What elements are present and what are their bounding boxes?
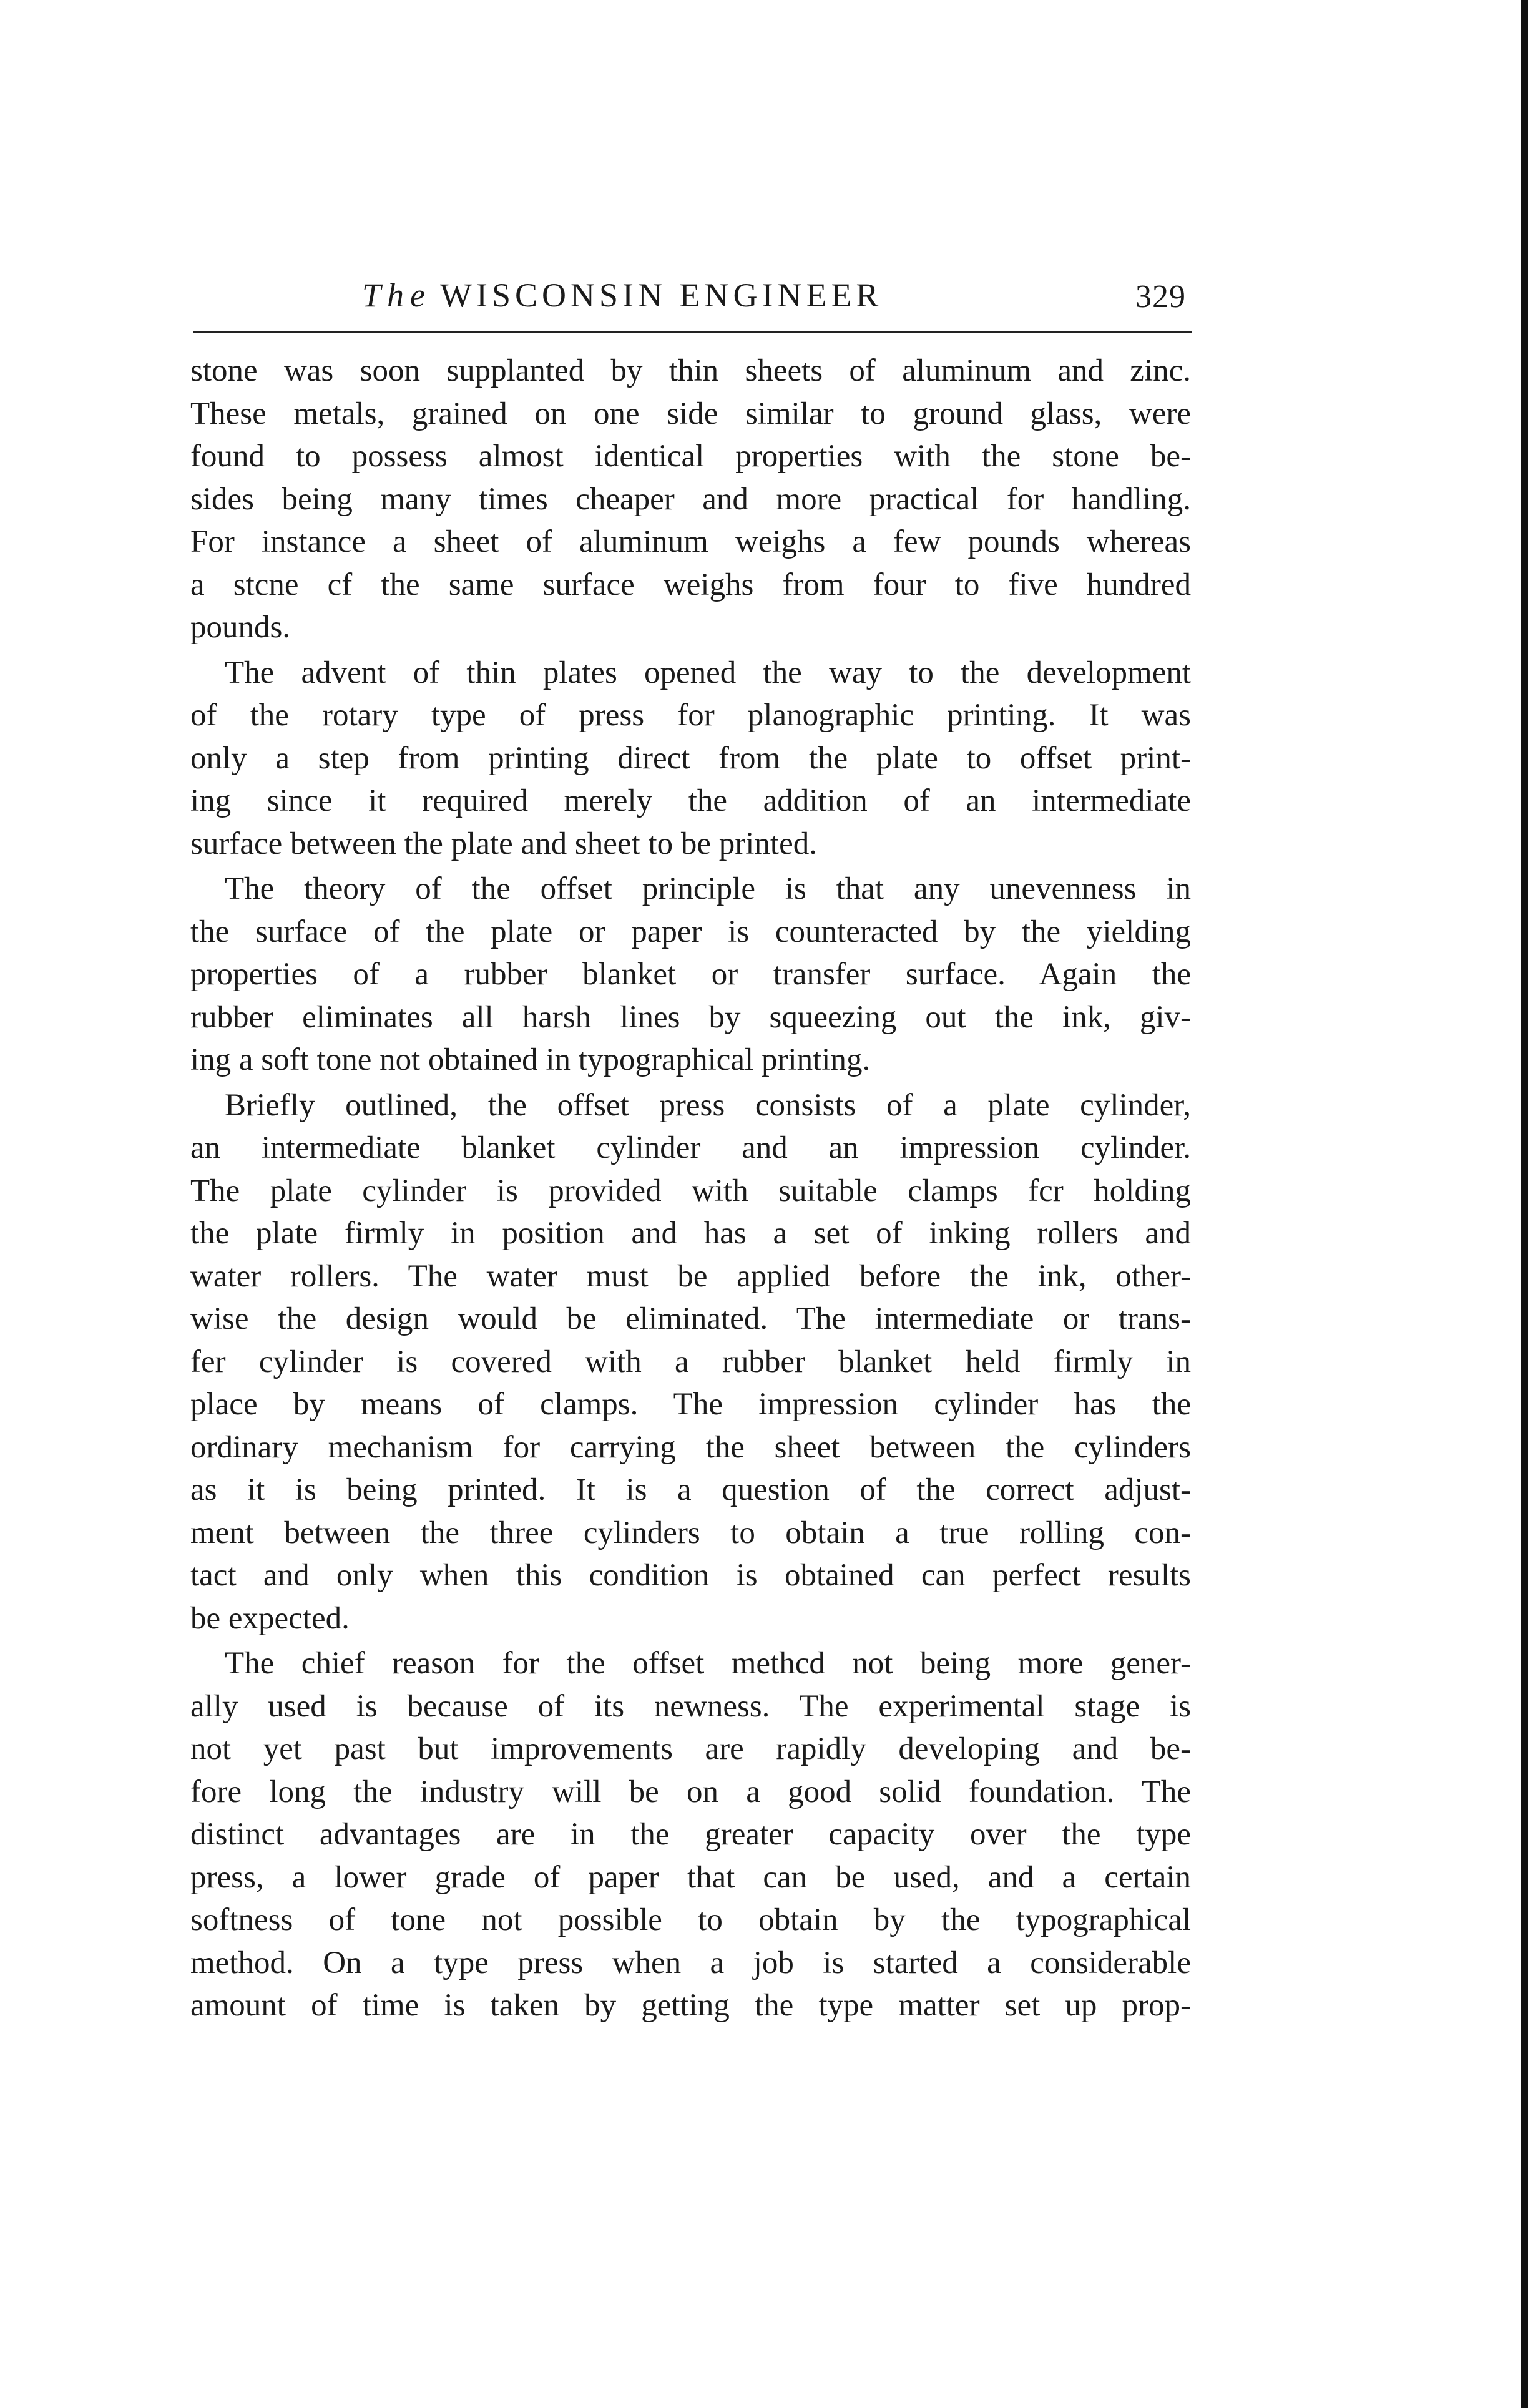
running-title-the: The — [362, 277, 431, 314]
text-line: only a step from printing direct from the plate to offset print- — [190, 740, 1191, 776]
paragraph — [190, 1642, 1191, 2027]
text-line: place by means of clamps. The impression cylinder has the — [190, 1387, 1191, 1422]
text-line: For instance a sheet of aluminum weighs a few pounds whereas — [190, 524, 1191, 559]
text-line: of the rotary type of press for planographic printing. It was — [190, 698, 1191, 733]
text-line: stone was soon supplanted by thin sheets of aluminum and zinc. — [190, 353, 1191, 388]
text-line: a stcne cf the same surface weighs from four to five hundred — [190, 567, 1191, 602]
text-line: be expected. — [190, 1600, 350, 1636]
text-line: The plate cylinder is provided with suitable clamps fcr holding — [190, 1173, 1191, 1208]
text-line: properties of a rubber blanket or transfer surface. Again the — [190, 957, 1191, 992]
text-line: an intermediate blanket cylinder and an impression cylinder. — [190, 1130, 1191, 1165]
text-line: tact and only when this condition is obtained can perfect results — [190, 1558, 1191, 1593]
text-line: softness of tone not possible to obtain by the typographical — [190, 1902, 1191, 1937]
text-line: method. On a type press when a job is started a considerable — [190, 1945, 1191, 1980]
text-line: the surface of the plate or paper is counteracted by the yielding — [190, 914, 1191, 949]
text-line: fore long the industry will be on a good solid foundation. The — [190, 1774, 1191, 1809]
running-title — [362, 276, 883, 315]
text-line: pounds. — [190, 610, 291, 645]
text-line: press, a lower grade of paper that can be used, and a certain — [190, 1859, 1191, 1895]
paragraph — [190, 652, 1191, 866]
text-line: sides being many times cheaper and more practical for handling. — [190, 481, 1191, 517]
text-line: as it is being printed. It is a question of the correct adjust- — [190, 1472, 1191, 1507]
scan-edge-border — [1521, 0, 1528, 2408]
text-line: ally used is because of its newness. The experimental stage is — [190, 1688, 1191, 1724]
text-line: amount of time is taken by getting the type matter set up prop- — [190, 1988, 1191, 2023]
running-title-journal: WISCONSIN ENGINEER — [440, 277, 883, 314]
text-line: the plate firmly in position and has a set of inking rollers and — [190, 1216, 1191, 1251]
text-line: distinct advantages are in the greater capacity over the type — [190, 1817, 1191, 1852]
page-number: 329 — [1135, 279, 1186, 315]
text-line: water rollers. The water must be applied before the ink, other- — [190, 1258, 1191, 1294]
text-line: not yet past but improvements are rapidly developing and be- — [190, 1731, 1191, 1766]
text-line: The chief reason for the offset methcd not being more gener- — [225, 1646, 1191, 1681]
text-line: found to possess almost identical properties with the stone be- — [190, 439, 1191, 474]
paragraph — [190, 868, 1191, 1082]
text-line: Briefly outlined, the offset press consists of a plate cylinder, — [225, 1087, 1191, 1123]
text-line: These metals, grained on one side similar to ground glass, were — [190, 396, 1191, 431]
text-line: ing since it required merely the addition of an intermediate — [190, 783, 1191, 818]
article-body — [190, 350, 1191, 2027]
text-line: ordinary mechanism for carrying the sheet between the cylinders — [190, 1429, 1191, 1465]
paragraph — [190, 1084, 1191, 1640]
text-line: The advent of thin plates opened the way to the development — [225, 655, 1191, 690]
text-line: ment between the three cylinders to obtain a true rolling con- — [190, 1515, 1191, 1550]
text-line: surface between the plate and sheet to be printed. — [190, 826, 817, 861]
running-header — [193, 272, 1192, 328]
header-rule — [193, 331, 1192, 333]
text-line: rubber eliminates all harsh lines by squeezing out the ink, giv- — [190, 999, 1191, 1035]
text-line: wise the design would be eliminated. The intermediate or trans- — [190, 1301, 1191, 1336]
text-line: ing a soft tone not obtained in typographical printing. — [190, 1042, 871, 1077]
text-line: fer cylinder is covered with a rubber blanket held firmly in — [190, 1344, 1191, 1379]
text-line: The theory of the offset principle is that any unevenness in — [225, 871, 1191, 906]
paragraph — [190, 350, 1191, 649]
